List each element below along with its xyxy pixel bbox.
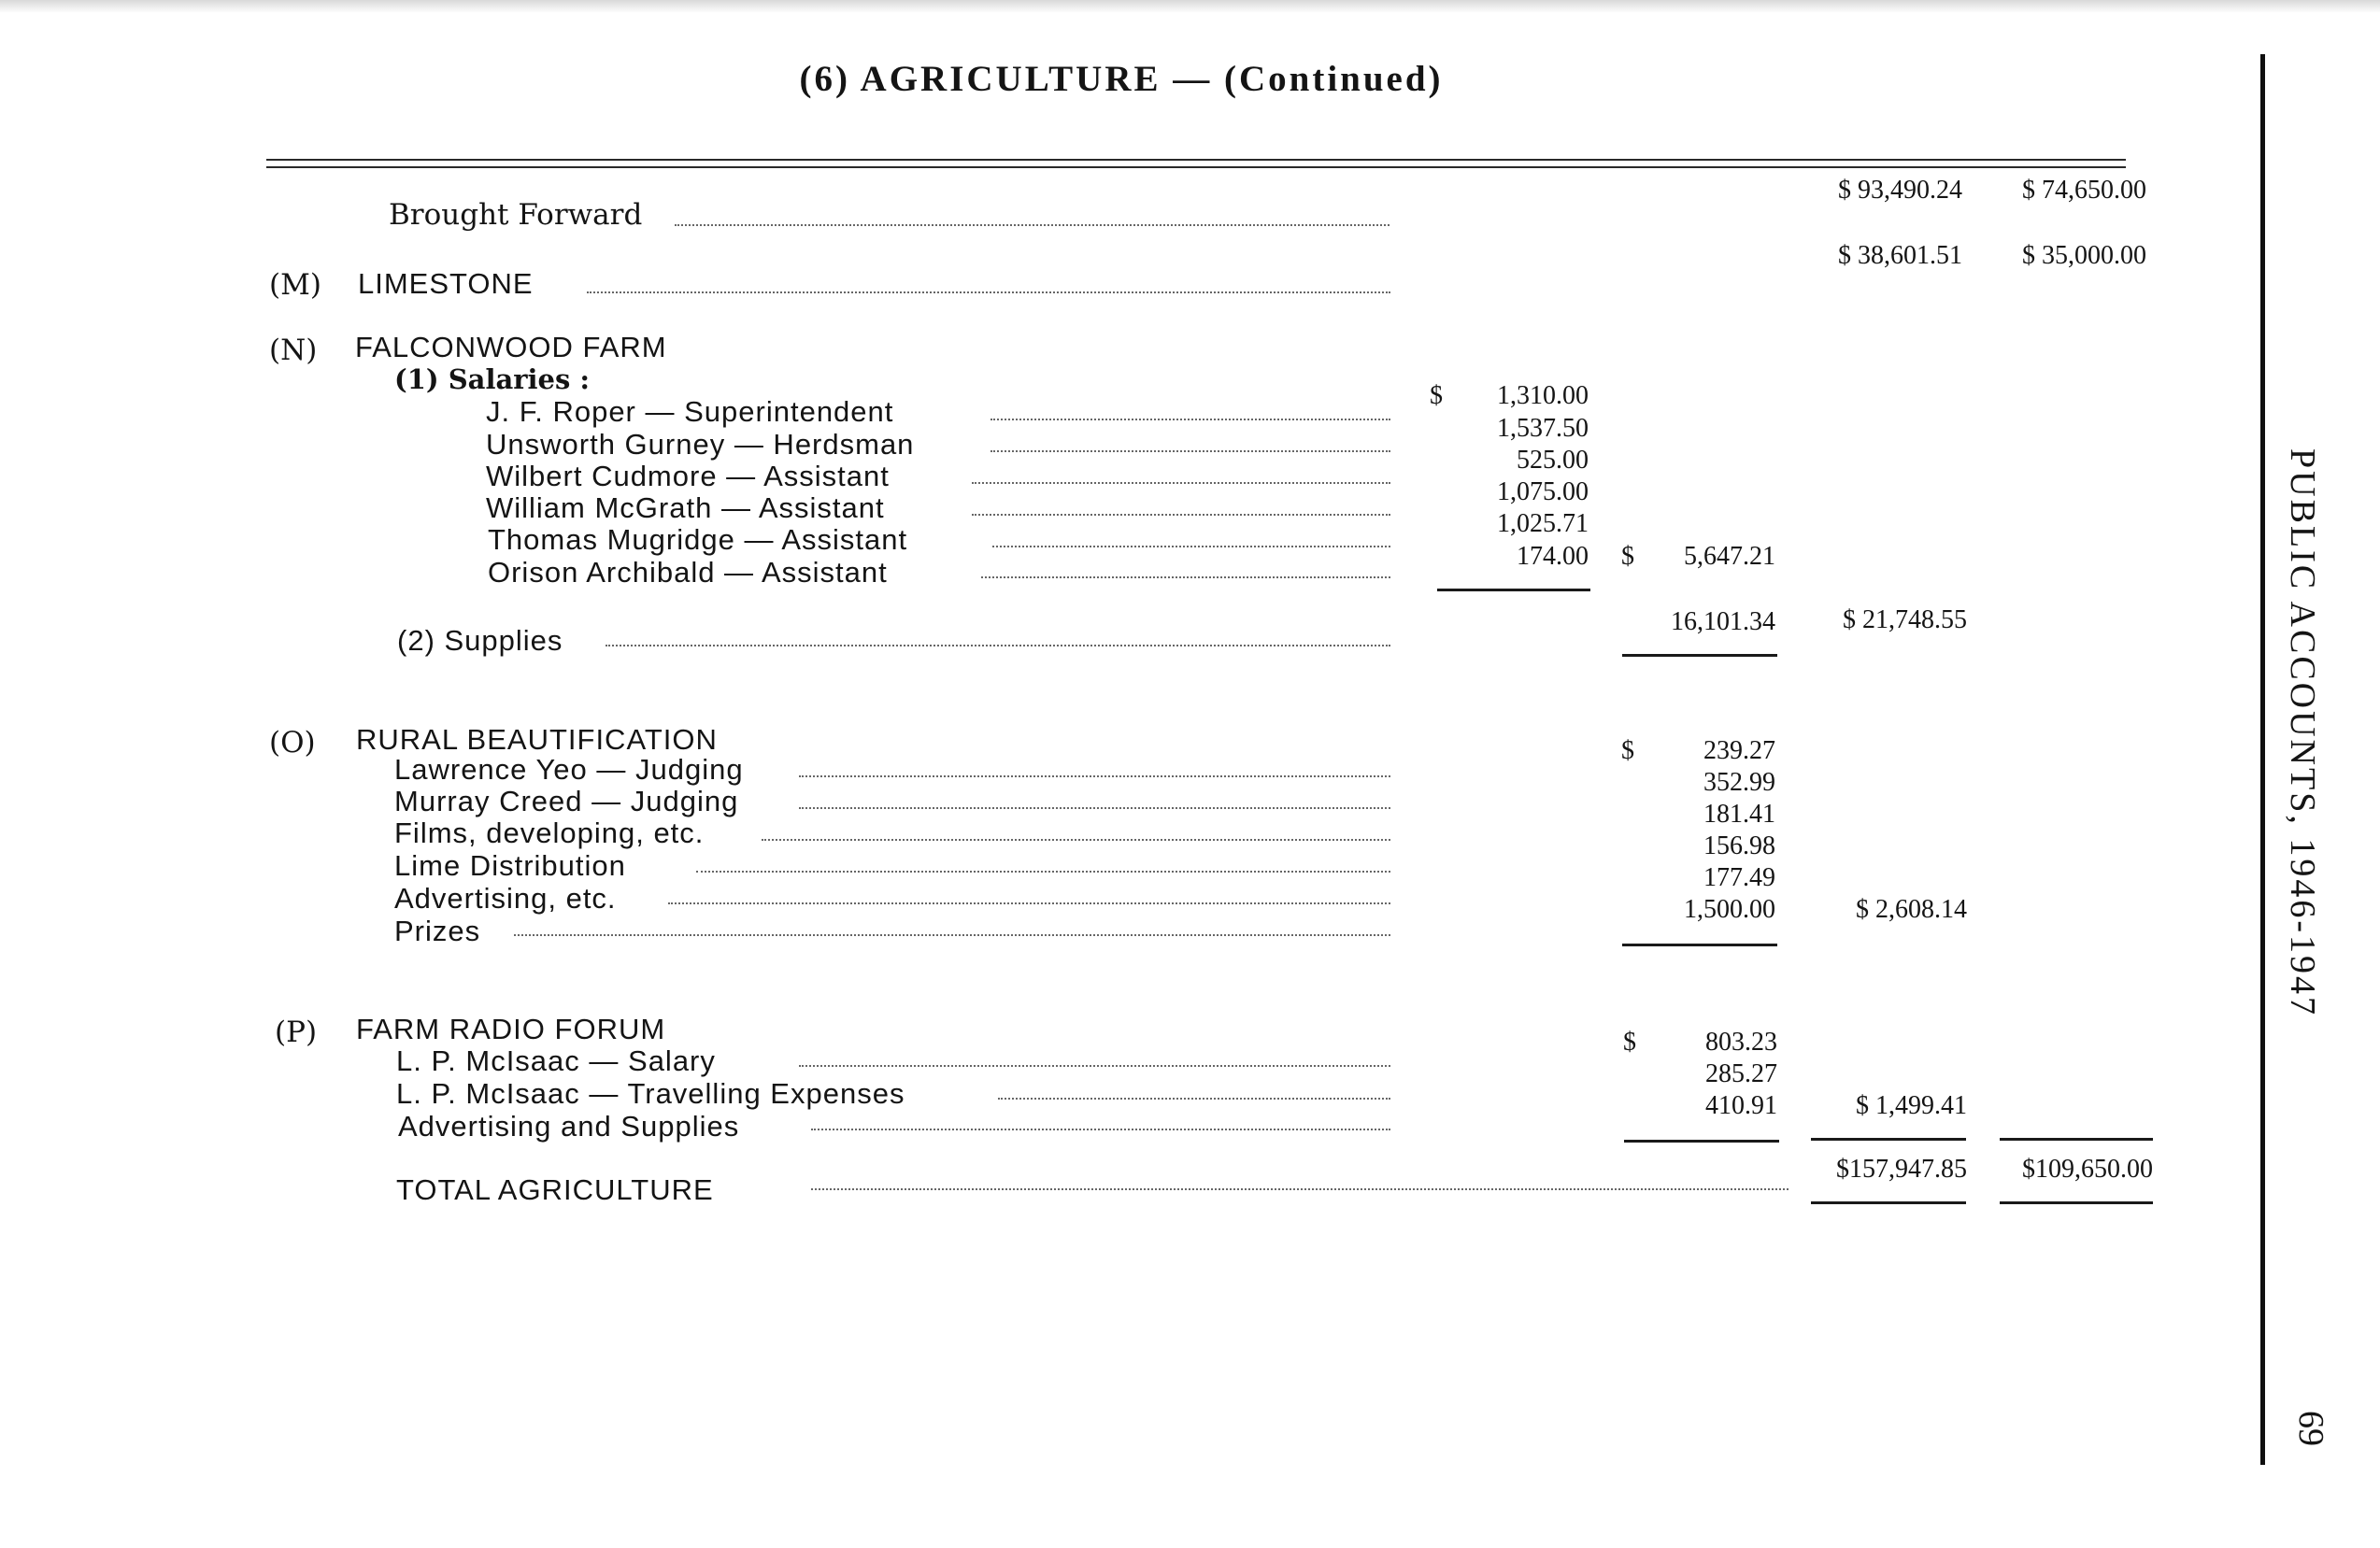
salary-amount: 1,310.00 [1497,381,1589,410]
brought-forward-expenditure: $ 93,490.24 [1838,176,1962,205]
rural-amount: 1,500.00 [1684,895,1775,924]
currency-sign: $ [1430,381,1443,410]
limestone-estimate: $ 35,000.00 [2022,241,2146,270]
rural-item: Prizes [394,915,481,947]
subtotal-underline [1622,654,1777,657]
rural-heading: RURAL BEAUTIFICATION [356,723,718,756]
dot-leader [514,934,1390,936]
dot-leader [811,1188,1789,1190]
rural-amount: 181.41 [1703,800,1775,829]
dot-leader [799,775,1390,777]
radio-item: L. P. McIsaac — Salary [396,1044,716,1077]
dot-leader [696,871,1390,873]
dot-leader [972,514,1390,516]
radio-item: L. P. McIsaac — Travelling Expenses [396,1077,905,1110]
limestone-heading: LIMESTONE [358,267,534,300]
section-code: (O) [269,726,316,760]
salary-amount: 1,537.50 [1497,414,1589,443]
dot-leader [981,576,1390,578]
brought-forward-label: Brought Forward [389,198,643,232]
column-underline [2000,1138,2153,1141]
salary-amount: 525.00 [1517,446,1589,475]
grand-total-expenditure: $157,947.85 [1836,1155,1967,1184]
section-code: (M) [269,268,321,302]
dot-leader [675,224,1390,226]
page-title: (6) AGRICULTURE — (Continued) [799,59,1444,99]
falconwood-heading: FALCONWOOD FARM [355,331,667,363]
dot-leader [668,902,1390,904]
dot-leader [992,546,1390,547]
page-number: 69 [2291,1411,2330,1446]
rural-item: Murray Creed — Judging [394,785,739,817]
salary-name: Unsworth Gurney — Herdsman [486,428,915,461]
radio-item: Advertising and Supplies [398,1110,740,1143]
salary-amount: 1,075.00 [1497,477,1589,506]
dot-leader [799,807,1390,809]
section-code: (N) [269,334,318,367]
rural-item: Lime Distribution [394,849,626,882]
rural-amount: 352.99 [1703,768,1775,797]
grand-total-label: TOTAL AGRICULTURE [396,1173,714,1206]
rural-amount: 239.27 [1703,736,1775,765]
column-underline [1811,1138,1966,1141]
radio-total: $ 1,499.41 [1856,1091,1967,1120]
salary-name: William McGrath — Assistant [486,491,885,524]
dot-leader [972,482,1390,484]
salary-name: Wilbert Cudmore — Assistant [486,460,890,492]
currency-sign: $ [1621,736,1634,765]
radio-amount: 285.27 [1705,1059,1777,1088]
subtotal-underline [1437,589,1590,591]
radio-amount: 803.23 [1705,1028,1777,1057]
rural-total: $ 2,608.14 [1856,895,1967,924]
dot-leader [799,1065,1390,1067]
section-code: (P) [275,1015,318,1049]
dot-leader [990,450,1390,452]
subtotal-underline [1624,1140,1779,1143]
salaries-heading: (1) Salaries : [394,363,591,395]
salaries-subtotal: 5,647.21 [1684,542,1775,571]
supplies-amount: 16,101.34 [1671,607,1775,636]
rural-item: Lawrence Yeo — Judging [394,753,744,786]
limestone-expenditure: $ 38,601.51 [1838,241,1962,270]
dot-leader [998,1098,1390,1100]
falconwood-total: $ 21,748.55 [1843,605,1967,634]
radio-heading: FARM RADIO FORUM [356,1013,666,1045]
salary-name: J. F. Roper — Superintendent [486,395,894,428]
salary-amount: 1,025.71 [1497,509,1589,538]
rural-item: Films, developing, etc. [394,817,705,849]
margin-rule [2260,54,2265,1465]
salary-name: Orison Archibald — Assistant [488,556,888,589]
dot-leader [811,1129,1390,1130]
radio-amount: 410.91 [1705,1091,1777,1120]
rural-amount: 156.98 [1703,831,1775,860]
total-underline [2000,1201,2153,1204]
currency-sign: $ [1623,1028,1636,1057]
rural-item: Advertising, etc. [394,882,617,915]
title-rule-top [266,159,2126,161]
dot-leader [990,419,1390,420]
salary-name: Thomas Mugridge — Assistant [488,523,908,556]
total-underline [1811,1201,1966,1204]
running-title: PUBLIC ACCOUNTS, 1946-1947 [2283,448,2322,1017]
scan-shadow [0,0,2380,13]
title-rule-bottom [266,166,2126,168]
salary-amount: 174.00 [1517,542,1589,571]
dot-leader [762,839,1390,841]
dot-leader [606,645,1390,646]
subtotal-underline [1622,944,1777,946]
supplies-label: (2) Supplies [397,624,563,657]
grand-total-estimate: $109,650.00 [2022,1155,2153,1184]
currency-sign: $ [1621,542,1634,571]
rural-amount: 177.49 [1703,863,1775,892]
dot-leader [587,291,1390,293]
brought-forward-estimate: $ 74,650.00 [2022,176,2146,205]
